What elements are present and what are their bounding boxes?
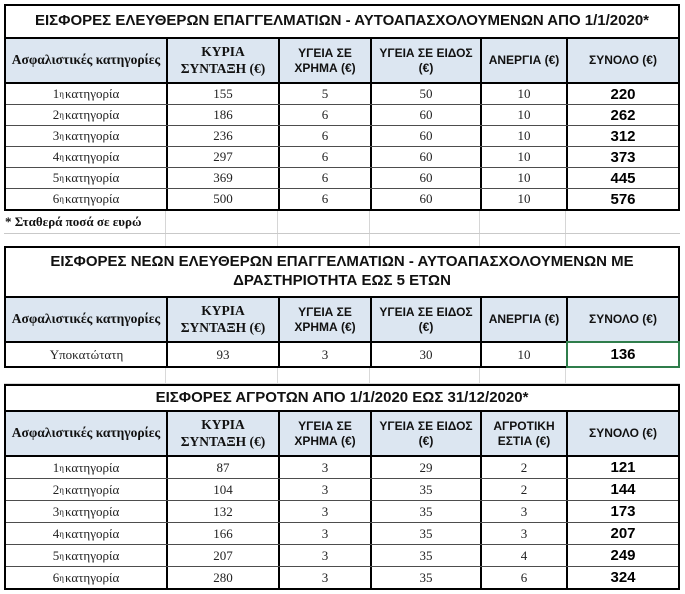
header-insurance-categories: Ασφαλιστικές κατηγορίες (6, 412, 168, 455)
value-cell: 10 (482, 84, 568, 104)
value-cell: 369 (168, 168, 280, 188)
gridline-cell (278, 368, 370, 383)
total-cell: 324 (610, 569, 636, 586)
header-unemployment: ΑΝΕΡΓΙΑ (€) (482, 39, 568, 82)
gridline-cell (480, 234, 566, 246)
table-row (6, 84, 678, 105)
header-health-kind: ΥΓΕΙΑ ΣΕ ΕΙΔΟΣ (€) (372, 412, 482, 455)
table-row (6, 126, 678, 147)
total-cell: 576 (610, 190, 636, 208)
value-cell: 6 (280, 168, 372, 188)
value-cell: 10 (482, 189, 568, 209)
category-number: 3 (52, 128, 60, 143)
value-cell: 3 (280, 567, 372, 588)
value-cell: 207 (168, 545, 280, 566)
sheet-gap (4, 368, 680, 384)
total-cell-highlighted: 136 (568, 343, 678, 366)
header-main-pension: ΚΥΡΙΑ ΣΥΝΤΑΞΗ (€) (168, 298, 280, 341)
table-row (6, 479, 678, 501)
table-row (6, 105, 678, 126)
value-cell: 60 (372, 105, 482, 125)
category-number: 3 (52, 503, 60, 519)
value-cell: 155 (168, 84, 280, 104)
header-insurance-categories: Ασφαλιστικές κατηγορίες (6, 298, 168, 341)
gridline-cell (370, 368, 480, 383)
value-cell: 3 (482, 523, 568, 544)
value-cell: 60 (372, 126, 482, 146)
header-health-kind: ΥΓΕΙΑ ΣΕ ΕΙΔΟΣ (€) (372, 39, 482, 82)
category-number: 6 (52, 569, 60, 585)
value-cell: 6 (280, 105, 372, 125)
category-cell: 4 η κατηγορία (6, 147, 168, 167)
value-cell: 2 (482, 457, 568, 478)
category-number: 2 (52, 481, 60, 497)
value-cell: 10 (482, 126, 568, 146)
total-cell: 144 (610, 481, 636, 498)
value-cell: 5 (280, 84, 372, 104)
table-row (6, 567, 678, 588)
table-row (6, 523, 678, 545)
value-cell: 2 (482, 479, 568, 500)
category-number: 5 (52, 547, 60, 563)
gridline-cell (166, 211, 278, 233)
value-cell: 60 (372, 168, 482, 188)
value-cell: 6 (482, 567, 568, 588)
value-cell: 35 (372, 479, 482, 500)
value-cell: 280 (168, 567, 280, 588)
gridline-cell (566, 211, 680, 233)
table-row (6, 168, 678, 189)
category-label: κατηγορία (64, 481, 120, 497)
gridline-cell (566, 368, 680, 383)
value-cell: 10 (482, 168, 568, 188)
sheet-gap (4, 234, 680, 246)
value-cell: 60 (372, 189, 482, 209)
category-cell: 2 η κατηγορία (6, 479, 168, 500)
header-unemployment: ΑΝΕΡΓΙΑ (€) (482, 298, 568, 341)
value-cell: 35 (372, 523, 482, 544)
total-cell: 312 (610, 127, 636, 145)
value-cell: 186 (168, 105, 280, 125)
gridline-cell (4, 368, 166, 383)
value-cell: 93 (168, 343, 280, 366)
table-row (6, 147, 678, 168)
category-label: κατηγορία (64, 525, 120, 541)
header-health-kind: ΥΓΕΙΑ ΣΕ ΕΙΔΟΣ (€) (372, 298, 482, 341)
table-freelancers-2020 (4, 4, 680, 211)
category-number: 1 (52, 459, 60, 475)
value-cell: 104 (168, 479, 280, 500)
category-number: 1 (52, 86, 60, 101)
gridline-cell (370, 234, 480, 246)
header-total: ΣΥΝΟΛΟ (€) (589, 53, 657, 68)
table-title: ΕΙΣΦΟΡΕΣ ΑΓΡΟΤΩΝ ΑΠΟ 1/1/2020 ΕΩΣ 31/12/2020* (6, 386, 678, 412)
category-cell: 3 η κατηγορία (6, 501, 168, 522)
gridline-cell (166, 368, 278, 383)
table-header-row (6, 412, 678, 457)
footnote-text: * Σταθερά ποσά σε ευρώ (4, 211, 166, 233)
category-label: κατηγορία (64, 547, 120, 563)
value-cell: 6 (280, 147, 372, 167)
gridline-cell (278, 211, 370, 233)
header-health-cash: ΥΓΕΙΑ ΣΕ ΧΡΗΜΑ (€) (280, 412, 372, 455)
total-cell: 121 (610, 459, 636, 476)
category-number: 4 (52, 149, 60, 164)
table-title: ΕΙΣΦΟΡΕΣ ΕΛΕΥΘΕΡΩΝ ΕΠΑΓΓΕΛΜΑΤΙΩΝ - ΑΥΤΟΑΠΑΣΧΟΛΟΥΜΕΝΩΝ ΑΠΟ 1/1/2020* (6, 6, 678, 39)
value-cell: 10 (482, 147, 568, 167)
category-cell: 5 η κατηγορία (6, 168, 168, 188)
value-cell: 6 (280, 189, 372, 209)
total-cell: 445 (610, 169, 636, 187)
value-cell: 35 (372, 501, 482, 522)
header-main-pension: ΚΥΡΙΑ ΣΥΝΤΑΞΗ (€) (168, 412, 280, 455)
category-label: κατηγορία (64, 149, 120, 164)
value-cell: 166 (168, 523, 280, 544)
total-cell: 220 (610, 85, 636, 103)
table-row (6, 189, 678, 209)
category-number: 4 (52, 525, 60, 541)
gridline-cell (370, 211, 480, 233)
value-cell: 6 (280, 126, 372, 146)
category-cell: 2 η κατηγορία (6, 105, 168, 125)
header-main-pension: ΚΥΡΙΑ ΣΥΝΤΑΞΗ (€) (168, 39, 280, 82)
table-header-row (6, 298, 678, 343)
category-cell: 3 η κατηγορία (6, 126, 168, 146)
value-cell: 30 (372, 343, 482, 366)
category-number: 6 (52, 191, 60, 206)
total-cell: 207 (610, 525, 636, 542)
value-cell: 3 (280, 523, 372, 544)
value-cell: 236 (168, 126, 280, 146)
table-title: ΕΙΣΦΟΡΕΣ ΝΕΩΝ ΕΛΕΥΘΕΡΩΝ ΕΠΑΓΓΕΛΜΑΤΙΩΝ - ΑΥΤΟΑΠΑΣΧΟΛΟΥΜΕΝΩΝ ΜΕ ΔΡΑΣΤΗΡΙΟΤΗΤΑ ΕΩΣ 5 ΕΤΩΝ (6, 248, 678, 298)
value-cell: 297 (168, 147, 280, 167)
category-label: Υποκατώτατη (49, 346, 124, 362)
category-label: κατηγορία (64, 191, 120, 206)
category-label: κατηγορία (64, 170, 120, 185)
gridline-cell (278, 234, 370, 246)
gridline-cell (480, 368, 566, 383)
header-rural-hearth: ΑΓΡΟΤΙΚΗ ΕΣΤΙΑ (€) (482, 412, 568, 455)
value-cell: 4 (482, 545, 568, 566)
category-label: κατηγορία (64, 128, 120, 143)
category-label: κατηγορία (64, 569, 120, 585)
category-cell (6, 343, 168, 366)
category-label: κατηγορία (64, 86, 120, 101)
value-cell: 10 (482, 105, 568, 125)
header-insurance-categories: Ασφαλιστικές κατηγορίες (6, 39, 168, 82)
value-cell: 3 (482, 501, 568, 522)
category-cell: 6 η κατηγορία (6, 567, 168, 588)
value-cell: 35 (372, 567, 482, 588)
category-cell: 6 η κατηγορία (6, 189, 168, 209)
value-cell: 50 (372, 84, 482, 104)
header-total: ΣΥΝΟΛΟ (€) (589, 426, 657, 441)
total-cell: 249 (610, 547, 636, 564)
gridline-cell (4, 234, 166, 246)
category-label: κατηγορία (64, 459, 120, 475)
value-cell: 500 (168, 189, 280, 209)
gridline-cell (480, 211, 566, 233)
category-cell: 1 η κατηγορία (6, 457, 168, 478)
total-cell: 373 (610, 148, 636, 166)
category-cell: 5 η κατηγορία (6, 545, 168, 566)
table-new-freelancers (4, 246, 680, 368)
value-cell: 10 (482, 343, 568, 366)
table-row (6, 343, 678, 366)
value-cell: 3 (280, 479, 372, 500)
header-health-cash: ΥΓΕΙΑ ΣΕ ΧΡΗΜΑ (€) (280, 298, 372, 341)
value-cell: 60 (372, 147, 482, 167)
category-number: 5 (52, 170, 60, 185)
table-row (6, 545, 678, 567)
category-cell: 1 η κατηγορία (6, 84, 168, 104)
total-cell: 173 (610, 503, 636, 520)
value-cell: 29 (372, 457, 482, 478)
table-farmers-2020 (4, 384, 680, 590)
table-row (6, 457, 678, 479)
header-health-cash: ΥΓΕΙΑ ΣΕ ΧΡΗΜΑ (€) (280, 39, 372, 82)
category-number: 2 (52, 107, 60, 122)
value-cell: 132 (168, 501, 280, 522)
value-cell: 3 (280, 501, 372, 522)
category-label: κατηγορία (64, 503, 120, 519)
category-label: κατηγορία (64, 107, 120, 122)
table-header-row (6, 39, 678, 84)
value-cell: 35 (372, 545, 482, 566)
value-cell: 3 (280, 343, 372, 366)
value-cell: 3 (280, 545, 372, 566)
footnote-row (4, 211, 680, 234)
category-cell: 4 η κατηγορία (6, 523, 168, 544)
value-cell: 3 (280, 457, 372, 478)
value-cell: 87 (168, 457, 280, 478)
header-total: ΣΥΝΟΛΟ (€) (589, 312, 657, 327)
table-row (6, 501, 678, 523)
gridline-cell (566, 234, 680, 246)
gridline-cell (166, 234, 278, 246)
total-cell: 262 (610, 106, 636, 124)
